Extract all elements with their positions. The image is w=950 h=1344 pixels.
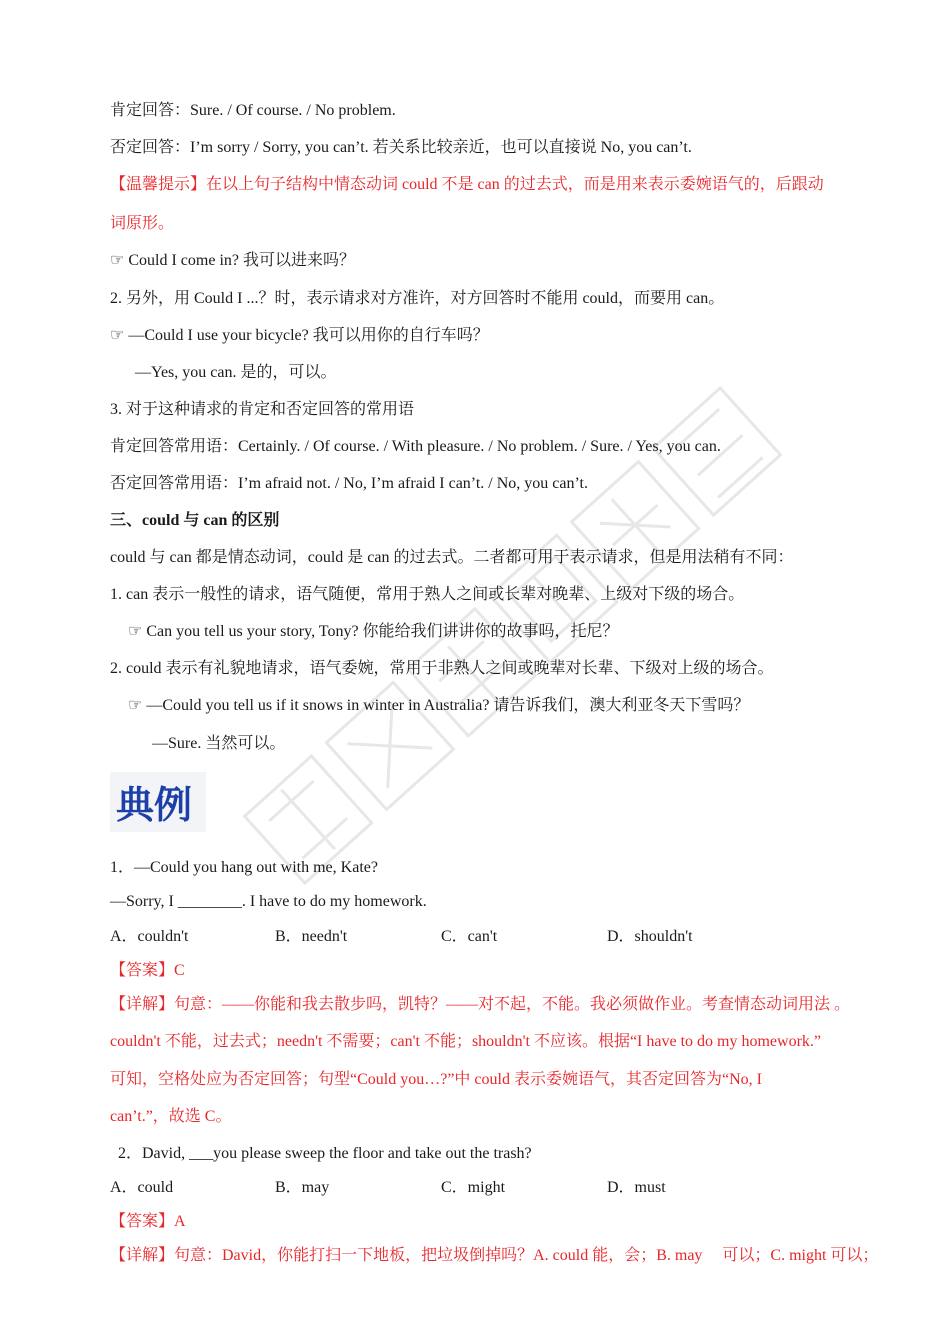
example-could-i-come-in: ☞ Could I come in? 我可以进来吗？: [110, 252, 355, 269]
logo-text: 典例: [116, 783, 193, 827]
q1-answer: 【答案】C: [110, 962, 185, 979]
negative-phrases-line: 否定回答常用语：I’m afraid not. / No, I’m afraid I can’t. / No, you can’t.: [110, 475, 588, 492]
q2-option-a: A．could: [110, 1179, 174, 1196]
point-3-line: 3. 对于这种请求的肯定和否定回答的常用语: [110, 401, 415, 418]
q1-detail-3: 可知，空格处应为否定回答；句型“Could you…?”中 could 表示委婉语气，其否定回答为“No, I: [110, 1071, 762, 1088]
affirmative-answer-line: 肯定回答：Sure. / Of course. / No problem.: [110, 102, 396, 119]
q1-stem: 1．—Could you hang out with me, Kate?: [110, 859, 378, 876]
example-bicycle-question: ☞ —Could I use your bicycle? 我可以用你的自行车吗？: [110, 327, 489, 344]
example-bicycle-answer: —Yes, you can. 是的，可以。: [135, 364, 337, 381]
q2-answer: 【答案】A: [110, 1213, 186, 1230]
q1-detail-4: can’t.”，故选 C。: [110, 1108, 232, 1125]
example-could-australia: ☞ —Could you tell us if it snows in winter in Australia? 请告诉我们，澳大利亚冬天下雪吗？: [128, 697, 750, 714]
q1-detail-2: couldn't 不能，过去式；needn't 不需要；can't 不能；shouldn't 不应该。根据“I have to do my homework.”: [110, 1033, 821, 1050]
q1-option-d: D．shouldn't: [607, 928, 693, 945]
typical-example-logo: [110, 772, 206, 832]
q2-option-b: B．may: [275, 1179, 330, 1196]
tip-line-1: 【温馨提示】在以上句子结构中情态动词 could 不是 can 的过去式，而是用来表示委婉语气的，后跟动: [110, 176, 824, 193]
q2-option-d: D．must: [607, 1179, 666, 1196]
example-can-story: ☞ Can you tell us your story, Tony? 你能给我们讲讲你的故事吗，托尼？: [128, 623, 619, 640]
q2-stem: 2．David, ___you please sweep the floor and take out the trash?: [118, 1145, 532, 1162]
q1-detail-1: 【详解】句意：——你能和我去散步吗，凯特？——对不起，不能。我必须做作业。考查情态动词用法 。: [110, 996, 851, 1013]
q1-option-c: C．can't: [441, 928, 498, 945]
q2-option-c: C．might: [441, 1179, 506, 1196]
affirmative-phrases-line: 肯定回答常用语：Certainly. / Of course. / With pleasure. / No problem. / Sure. / Yes, you can.: [110, 438, 721, 455]
q2-detail: 【详解】句意：David，你能打扫一下地板，把垃圾倒掉吗？A. could 能，会；B. may 可以；C. might 可以；: [110, 1247, 879, 1264]
section-heading: 三、could 与 can 的区别: [110, 512, 280, 529]
negative-answer-line: 否定回答：I’m sorry / Sorry, you can’t. 若关系比较亲近，也可以直接说 No, you can’t.: [110, 139, 692, 156]
section-intro: could 与 can 都是情态动词，could 是 can 的过去式。二者都可用于表示请求，但是用法稍有不同：: [110, 549, 794, 566]
can-usage-line: 1. can 表示一般性的请求，语气随便，常用于熟人之间或长辈对晚辈、上级对下级的场合。: [110, 586, 745, 603]
could-usage-line: 2. could 表示有礼貌地请求，语气委婉，常用于非熟人之间或晚辈对长辈、下级对上级的场合。: [110, 660, 774, 677]
example-sure-answer: —Sure. 当然可以。: [152, 735, 286, 752]
tip-line-2: 词原形。: [110, 215, 175, 232]
q1-option-a: A．couldn't: [110, 928, 189, 945]
q1-line2: —Sorry, I ________. I have to do my homework.: [110, 893, 427, 910]
q1-option-b: B．needn't: [275, 928, 348, 945]
point-2-line: 2. 另外，用 Could I ...？时，表示请求对方准许，对方回答时不能用 could，而要用 can。: [110, 290, 725, 307]
